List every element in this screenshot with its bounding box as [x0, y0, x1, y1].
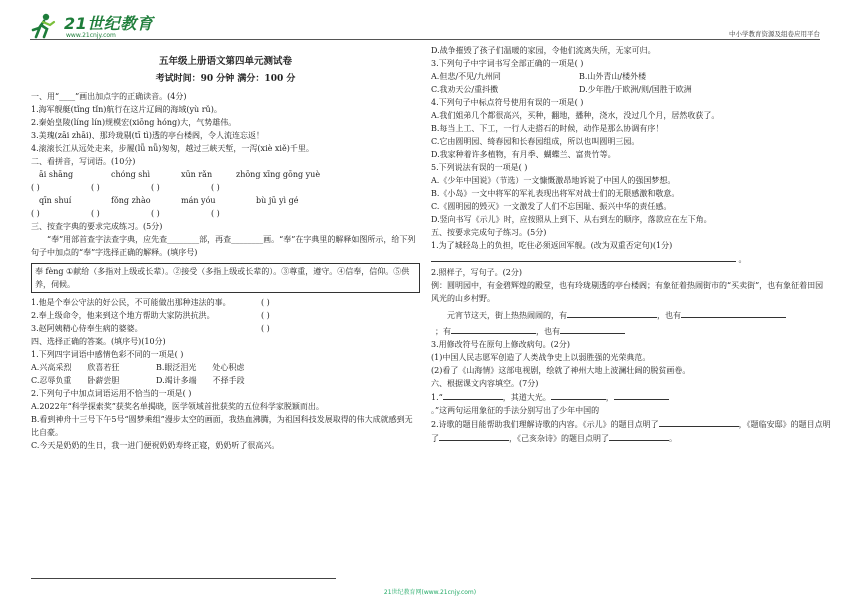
- bracket[interactable]: ( ): [91, 183, 100, 192]
- pinyin-row-2: [31, 194, 420, 207]
- option-a[interactable]: A.兴高采烈 欣喜若狂: [31, 363, 120, 372]
- bracket[interactable]: ( ): [151, 183, 160, 192]
- q4-2-option-d[interactable]: D.战争摧毁了孩子们温暖的家园，令他们流离失所，无家可归。: [431, 46, 656, 55]
- blank[interactable]: [551, 390, 606, 400]
- header-divider: [30, 39, 820, 40]
- section-2-heading: 二、看拼音，写词语。(10分): [31, 157, 136, 166]
- bracket[interactable]: ( ): [31, 209, 40, 218]
- blank[interactable]: [443, 390, 503, 400]
- bracket[interactable]: ( ): [31, 183, 40, 192]
- q4-4-option-c[interactable]: C.它由圆明园、绮春园和长春园组成，所以也叫圆明三园。: [431, 137, 640, 146]
- blank[interactable]: [681, 308, 786, 318]
- q6-1-line-1: 1.“ ，其道大光。 ，: [431, 390, 831, 404]
- q4-5-option-a[interactable]: A.《少年中国说》（节选）一文慷慨激昂地诉说了中国人的强国梦想。: [431, 176, 676, 185]
- blank[interactable]: [451, 324, 536, 334]
- exam-subtitle: 考试时间：90 分钟 满分：100 分: [155, 74, 296, 84]
- q4-2-option-c[interactable]: C.今天是奶奶的生日，我一进门便祝奶奶寿终正寝，奶奶听了很高兴。: [31, 441, 280, 450]
- right-column: [431, 44, 831, 445]
- blank[interactable]: [439, 431, 509, 441]
- brand-name: 21世纪教育: [64, 14, 154, 33]
- q4-1: 1.下列四字词语中感情色彩不同的一项是( ): [31, 350, 184, 359]
- q3-2: 2.奉上级命令，他来到这个地方帮助大家防洪抗洪。 ( ): [31, 311, 270, 320]
- q4-3-options-c-d: [431, 83, 831, 96]
- bracket[interactable]: ( ): [211, 209, 220, 218]
- q5-3-2[interactable]: (2)看了《山海情》这部电视剧，绘就了神州大地上波澜壮阔的脱贫画卷。: [431, 366, 691, 375]
- q1-2: 2.秦始皇陵(líng lín)规模宏(xiōng hóng)大，气势雄伟。: [31, 118, 237, 127]
- q4-2-option-b[interactable]: B.看到神舟十三号下午5号“圆梦乘组”漫步太空的画面，我热血沸腾，为祖国科技发展取得的伟大成就感到无比自豪。: [31, 415, 413, 437]
- section-3-instructions: “奉”用部首查字法查字典，应先查________部，再查________画。“奉”在字典里的解释如图所示，给下列句子中加点的“奉”字选择正确的解释。(填序号): [31, 235, 416, 257]
- option-d[interactable]: D.竭计多端 不择手段: [156, 376, 245, 385]
- q4-5-option-b[interactable]: B.《小岛》一文中将军的军礼表现出将军对战士们的无限感激和敬意。: [431, 189, 680, 198]
- pinyin-6: fǒng zhào: [111, 196, 151, 205]
- q5-3: 3.用修改符号在原句上修改病句。(2分): [431, 340, 570, 349]
- pinyin-2: chóng shì: [111, 170, 151, 179]
- dictionary-entry-box: [31, 263, 420, 293]
- brand-url: www.21cnjy.com: [66, 32, 116, 39]
- pinyin-7: mán yóu: [181, 196, 216, 205]
- q4-3: 3.下列句子中字词书写全部正确的一项是( ): [431, 59, 584, 68]
- answer-brackets-row-1: [31, 181, 420, 194]
- pinyin-3: xūn rǎn: [181, 170, 213, 179]
- platform-name: 中小学教育资源及组卷应用平台: [729, 30, 820, 38]
- q4-5: 5.下列说法有误的一项是( ): [431, 163, 528, 172]
- q4-2-option-a[interactable]: A.2022年“科学探索奖”获奖名单揭晓，医学领域首批获奖的五位科学家脱颖而出。: [31, 402, 324, 411]
- q1-1: 1.海军舰艇(tǐng tǐn)航行在这片辽阔的海域(yù rǔ)。: [31, 105, 222, 114]
- option-b[interactable]: B.山外青山/楼外楼: [579, 72, 647, 81]
- q4-2: 2.下列句子中加点词语运用不恰当的一项是( ): [31, 389, 192, 398]
- section-3-heading: 三、按查字典的要求完成练习。(5分): [31, 222, 163, 231]
- section-1-heading: 一、用“____”画出加点字的正确读音。(4分): [31, 92, 187, 101]
- q5-2-fill-line-1: 元宵节这天，街上热热闹闹的，有 ，也有: [431, 308, 831, 322]
- exam-title: 五年级上册语文第四单元测试卷: [158, 56, 292, 67]
- blank[interactable]: [560, 324, 625, 334]
- page-footer: 21世纪教育网(www.21cnjy.com): [383, 589, 477, 596]
- runner-logo-icon: [30, 12, 58, 40]
- q4-1-options-c-d: [31, 374, 420, 387]
- q5-1: 1.为了城轻岛上的负担，吃住必须返回军舰。(改为双重否定句)(1分): [431, 241, 673, 250]
- option-d[interactable]: D.少年胜/于欧洲/则/国胜于欧洲: [579, 85, 692, 94]
- option-b[interactable]: B.眼泛泪光 处心积虑: [156, 363, 245, 372]
- bracket[interactable]: ( ): [151, 209, 160, 218]
- option-c[interactable]: C.忍辱负重 卧薪尝胆: [31, 376, 120, 385]
- q1-3: 3.美瑰(zāi zhāi)、那玲珑剔(tī tì)透的亭台楼阁，令人流连忘返！: [31, 131, 264, 140]
- answer-bracket[interactable]: ( ): [261, 298, 270, 307]
- left-bottom-rule: [31, 578, 336, 579]
- option-a[interactable]: A.但悲/不见/九州同: [431, 72, 501, 81]
- section-4-heading: 四、选择正确的答案。(填序号)(10分): [31, 337, 166, 346]
- dictionary-entry: 奉 fèng ①献给（多指对上级或长辈）。②接受（多指上级或长辈的）。③尊重，遵守。④信奉，信仰。⑤供养，伺候。: [35, 267, 410, 289]
- option-c[interactable]: C.我劝天公/重抖擞: [431, 85, 499, 94]
- section-5-heading: 五、按要求完成句子练习。(5分): [431, 228, 547, 237]
- q4-1-options-a-b: [31, 361, 420, 374]
- q5-3-1[interactable]: (1)中国人民志愿军创造了人类战争史上以弱胜强的光荣典范。: [431, 353, 651, 362]
- q1-4: 4.滚滚长江从远处走来，步履(lǚ nǚ)匆匆，越过三峡天堑，一泻(xiè xiě)千里。: [31, 144, 314, 153]
- bracket[interactable]: ( ): [91, 209, 100, 218]
- pinyin-5: qīn shuí: [39, 196, 72, 205]
- q4-4-option-d[interactable]: D.我家种着许多植物，有月季、蝴蝶兰、富贵竹等。: [431, 150, 616, 159]
- left-column: [31, 44, 420, 452]
- q6-2: 2.诗歌的题目能帮助我们理解诗歌的内容。《示儿》的题目点明了 ，《题临安邸》的题目点明了 ，《己亥杂诗》的题目点明了 。: [431, 417, 831, 445]
- answer-bracket[interactable]: ( ): [261, 324, 270, 333]
- pinyin-row-1: [31, 168, 420, 181]
- q4-5-option-d[interactable]: D.竖向书写《示儿》时，应按照从上到下、从右到左的顺序，落款应在左下角。: [431, 215, 712, 224]
- bracket[interactable]: ( ): [211, 183, 220, 192]
- q4-3-options-a-b: [431, 70, 831, 83]
- pinyin-8: bù jū yì gé: [256, 196, 299, 205]
- q4-5-option-c[interactable]: C.《圆明园的毁灭》一文激发了人们不忘国耻、振兴中华的责任感。: [431, 202, 672, 211]
- q4-4-option-a[interactable]: A.我们姐弟几个都很高兴，买种，翻地，播种，浇水，没过几个月，居然收获了。: [431, 111, 720, 120]
- q5-2-fill-line-2: ；有 ，也有: [431, 324, 831, 338]
- blank[interactable]: [659, 417, 739, 427]
- q5-1-answer-line[interactable]: 。: [431, 252, 831, 266]
- q3-3: 3.赵阿姨精心侍奉生病的婆婆。 ( ): [31, 324, 270, 333]
- q5-2: 2.照样子，写句子。(2分): [431, 268, 522, 277]
- answer-brackets-row-2: [31, 207, 420, 220]
- section-6-heading: 六、根据课文内容填空。(7分): [431, 379, 539, 388]
- blank[interactable]: [614, 390, 669, 400]
- answer-bracket[interactable]: ( ): [261, 311, 270, 320]
- q4-4-option-b[interactable]: B.每当上工、下工，一行人走搭石的时候，动作是那么协调有序！: [431, 124, 664, 133]
- pinyin-1: āi shāng: [39, 170, 74, 179]
- q5-2-example: 例：圆明园中，有金碧辉煌的殿堂，也有玲珑剔透的亭台楼阁；有象征着热闹街市的“买卖街”，也有象征着田园风光的山乡村野。: [431, 281, 824, 303]
- blank[interactable]: [609, 431, 669, 441]
- q6-1-line-2: 。”这两句运用象征的手法分别写出了少年中国的: [431, 406, 600, 415]
- q4-4: 4.下列句子中标点符号使用有误的一项是( ): [431, 98, 584, 107]
- q3-1: 1.他是个奉公守法的好公民，不可能做出那种违法的事。 ( ): [31, 298, 270, 307]
- blank[interactable]: [567, 308, 657, 318]
- pinyin-4: zhōng xīng gōng yuè: [236, 170, 321, 179]
